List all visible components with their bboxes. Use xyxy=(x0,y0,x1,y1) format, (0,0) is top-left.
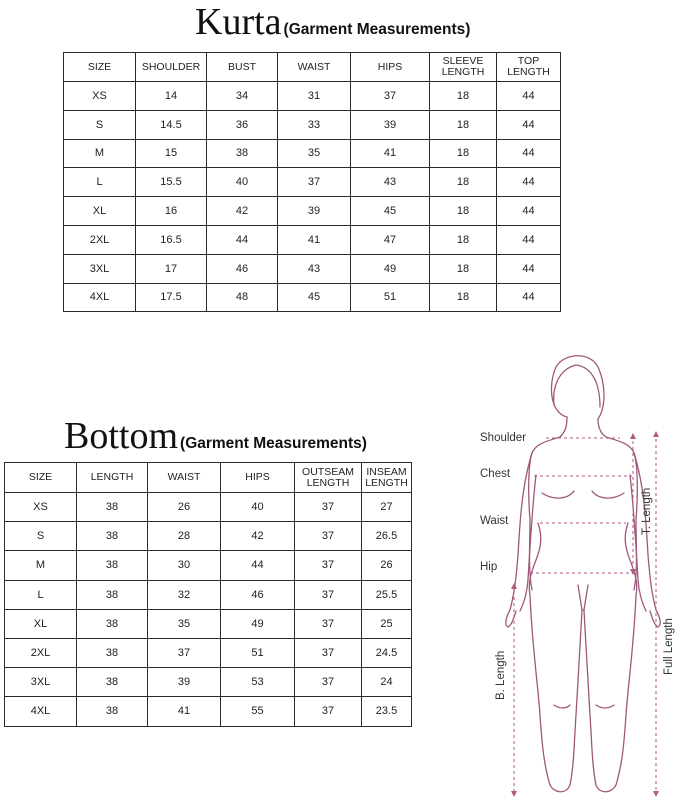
column-header: TOP LENGTH xyxy=(497,53,561,82)
measurement-cell: 44 xyxy=(497,82,561,111)
table-row xyxy=(5,522,412,551)
measurement-cell: 16 xyxy=(136,197,207,226)
table-row xyxy=(64,82,561,111)
kurta-title: Kurta xyxy=(195,1,282,43)
full-length-label: Full Length xyxy=(663,618,675,675)
measurement-cell: 45 xyxy=(278,283,351,312)
measurement-cell: 37 xyxy=(351,82,430,111)
measurement-cell: 14 xyxy=(136,82,207,111)
measurement-cell: 43 xyxy=(278,254,351,283)
table-row xyxy=(64,197,561,226)
measurement-cell: 49 xyxy=(221,609,295,638)
measurement-cell: 46 xyxy=(221,580,295,609)
measurement-cell: 37 xyxy=(295,638,362,667)
kurta-heading xyxy=(195,0,470,44)
table-header-row xyxy=(64,53,561,82)
size-cell: 2XL xyxy=(5,638,77,667)
measurement-cell: 38 xyxy=(207,139,278,168)
bottom-subtitle: (Garment Measurements) xyxy=(180,435,367,452)
measurement-cell: 47 xyxy=(351,225,430,254)
measurement-cell: 51 xyxy=(351,283,430,312)
size-cell: M xyxy=(5,551,77,580)
size-cell: 4XL xyxy=(5,697,77,726)
measurement-cell: 33 xyxy=(278,110,351,139)
measurement-cell: 26 xyxy=(362,551,412,580)
arrow-up-icon xyxy=(511,583,517,589)
table-row xyxy=(64,110,561,139)
column-header: OUTSEAM LENGTH xyxy=(295,463,362,493)
table-row xyxy=(5,609,412,638)
measurement-cell: 15.5 xyxy=(136,168,207,197)
measurement-cell: 51 xyxy=(221,638,295,667)
column-header: BUST xyxy=(207,53,278,82)
measurement-cell: 39 xyxy=(148,668,221,697)
measurement-cell: 37 xyxy=(295,580,362,609)
table-row xyxy=(64,254,561,283)
measurement-cell: 37 xyxy=(295,609,362,638)
measurement-cell: 38 xyxy=(77,493,148,522)
measurement-cell: 18 xyxy=(430,168,497,197)
column-header: SIZE xyxy=(64,53,136,82)
arrow-down-icon xyxy=(653,791,659,797)
bottom-heading xyxy=(64,414,367,458)
hip-label: Hip xyxy=(480,561,498,573)
chest-label: Chest xyxy=(480,468,511,480)
column-header: INSEAM LENGTH xyxy=(362,463,412,493)
measurement-cell: 37 xyxy=(295,522,362,551)
measurement-cell: 38 xyxy=(77,697,148,726)
measurement-cell: 37 xyxy=(295,493,362,522)
column-header: WAIST xyxy=(148,463,221,493)
measurement-cell: 37 xyxy=(295,697,362,726)
size-cell: S xyxy=(5,522,77,551)
measurement-cell: 38 xyxy=(77,580,148,609)
measurement-cell: 43 xyxy=(351,168,430,197)
size-cell: 3XL xyxy=(64,254,136,283)
measurement-cell: 46 xyxy=(207,254,278,283)
measurement-cell: 14.5 xyxy=(136,110,207,139)
measurement-cell: 37 xyxy=(278,168,351,197)
table-row xyxy=(64,168,561,197)
body-measurement-figure xyxy=(470,345,683,800)
measurement-cell: 18 xyxy=(430,254,497,283)
measurement-cell: 38 xyxy=(77,522,148,551)
arrow-up-icon xyxy=(630,433,636,439)
measurement-cell: 44 xyxy=(497,168,561,197)
measurement-cell: 36 xyxy=(207,110,278,139)
measurement-cell: 44 xyxy=(221,551,295,580)
measurement-cell: 24.5 xyxy=(362,638,412,667)
table-row xyxy=(5,580,412,609)
size-cell: XS xyxy=(64,82,136,111)
measurement-cell: 31 xyxy=(278,82,351,111)
size-cell: L xyxy=(64,168,136,197)
measurement-cell: 18 xyxy=(430,283,497,312)
measurement-cell: 41 xyxy=(351,139,430,168)
size-cell: 4XL xyxy=(64,283,136,312)
measurement-cell: 39 xyxy=(278,197,351,226)
measurement-cell: 38 xyxy=(77,609,148,638)
size-cell: L xyxy=(5,580,77,609)
measurement-cell: 44 xyxy=(497,110,561,139)
size-cell: M xyxy=(64,139,136,168)
table-row xyxy=(64,225,561,254)
measurement-cell: 26.5 xyxy=(362,522,412,551)
measurement-cell: 37 xyxy=(295,668,362,697)
size-cell: 2XL xyxy=(64,225,136,254)
measurement-cell: 27 xyxy=(362,493,412,522)
size-cell: 3XL xyxy=(5,668,77,697)
t-length-label: T. Length xyxy=(641,487,653,535)
waist-label: Waist xyxy=(480,515,509,527)
table-row xyxy=(5,551,412,580)
size-cell: XL xyxy=(5,609,77,638)
column-header: HIPS xyxy=(351,53,430,82)
measurement-cell: 23.5 xyxy=(362,697,412,726)
measurement-cell: 26 xyxy=(148,493,221,522)
measurement-cell: 18 xyxy=(430,110,497,139)
measurement-cell: 44 xyxy=(497,197,561,226)
measurement-cell: 16.5 xyxy=(136,225,207,254)
measurement-cell: 38 xyxy=(77,668,148,697)
column-header: SLEEVE LENGTH xyxy=(430,53,497,82)
measurement-cell: 39 xyxy=(351,110,430,139)
measurement-cell: 35 xyxy=(278,139,351,168)
table-row xyxy=(5,668,412,697)
bottom-title: Bottom xyxy=(64,415,179,457)
measurement-cell: 28 xyxy=(148,522,221,551)
bottom-size-table xyxy=(4,462,412,727)
measurement-cell: 25.5 xyxy=(362,580,412,609)
column-header: SHOULDER xyxy=(136,53,207,82)
size-cell: S xyxy=(64,110,136,139)
measurement-cell: 35 xyxy=(148,609,221,638)
measurement-cell: 53 xyxy=(221,668,295,697)
measurement-cell: 18 xyxy=(430,197,497,226)
measurement-cell: 24 xyxy=(362,668,412,697)
body-outline xyxy=(506,356,660,792)
column-header: LENGTH xyxy=(77,463,148,493)
shoulder-label: Shoulder xyxy=(480,432,527,444)
measurement-cell: 44 xyxy=(497,283,561,312)
table-row xyxy=(5,493,412,522)
kurta-size-table xyxy=(63,52,561,312)
table-row xyxy=(5,697,412,726)
measurement-cell: 15 xyxy=(136,139,207,168)
measurement-cell: 44 xyxy=(497,225,561,254)
column-header: HIPS xyxy=(221,463,295,493)
size-cell: XL xyxy=(64,197,136,226)
kurta-subtitle: (Garment Measurements) xyxy=(283,21,471,38)
measurement-cell: 41 xyxy=(278,225,351,254)
measurement-cell: 18 xyxy=(430,82,497,111)
measurement-cell: 30 xyxy=(148,551,221,580)
column-header: WAIST xyxy=(278,53,351,82)
measurement-cell: 48 xyxy=(207,283,278,312)
measurement-cell: 25 xyxy=(362,609,412,638)
measurement-cell: 55 xyxy=(221,697,295,726)
b-length-label: B. Length xyxy=(495,650,507,700)
arrow-up-icon xyxy=(653,431,659,437)
measurement-cell: 32 xyxy=(148,580,221,609)
measurement-cell: 42 xyxy=(207,197,278,226)
measurement-cell: 17.5 xyxy=(136,283,207,312)
measurement-cell: 17 xyxy=(136,254,207,283)
table-header-row xyxy=(5,463,412,493)
table-row xyxy=(64,139,561,168)
measurement-cell: 18 xyxy=(430,225,497,254)
measurement-cell: 40 xyxy=(221,493,295,522)
measurement-cell: 34 xyxy=(207,82,278,111)
measurement-cell: 44 xyxy=(497,254,561,283)
measurement-cell: 45 xyxy=(351,197,430,226)
measurement-cell: 44 xyxy=(207,225,278,254)
measurement-cell: 37 xyxy=(148,638,221,667)
measurement-cell: 44 xyxy=(497,139,561,168)
measurement-cell: 49 xyxy=(351,254,430,283)
table-row xyxy=(64,283,561,312)
measurement-cell: 42 xyxy=(221,522,295,551)
size-cell: XS xyxy=(5,493,77,522)
measurement-cell: 40 xyxy=(207,168,278,197)
arrow-down-icon xyxy=(511,791,517,797)
measurement-cell: 37 xyxy=(295,551,362,580)
measurement-cell: 18 xyxy=(430,139,497,168)
column-header: SIZE xyxy=(5,463,77,493)
measurement-cell: 38 xyxy=(77,638,148,667)
measurement-cell: 41 xyxy=(148,697,221,726)
measurement-cell: 38 xyxy=(77,551,148,580)
table-row xyxy=(5,638,412,667)
